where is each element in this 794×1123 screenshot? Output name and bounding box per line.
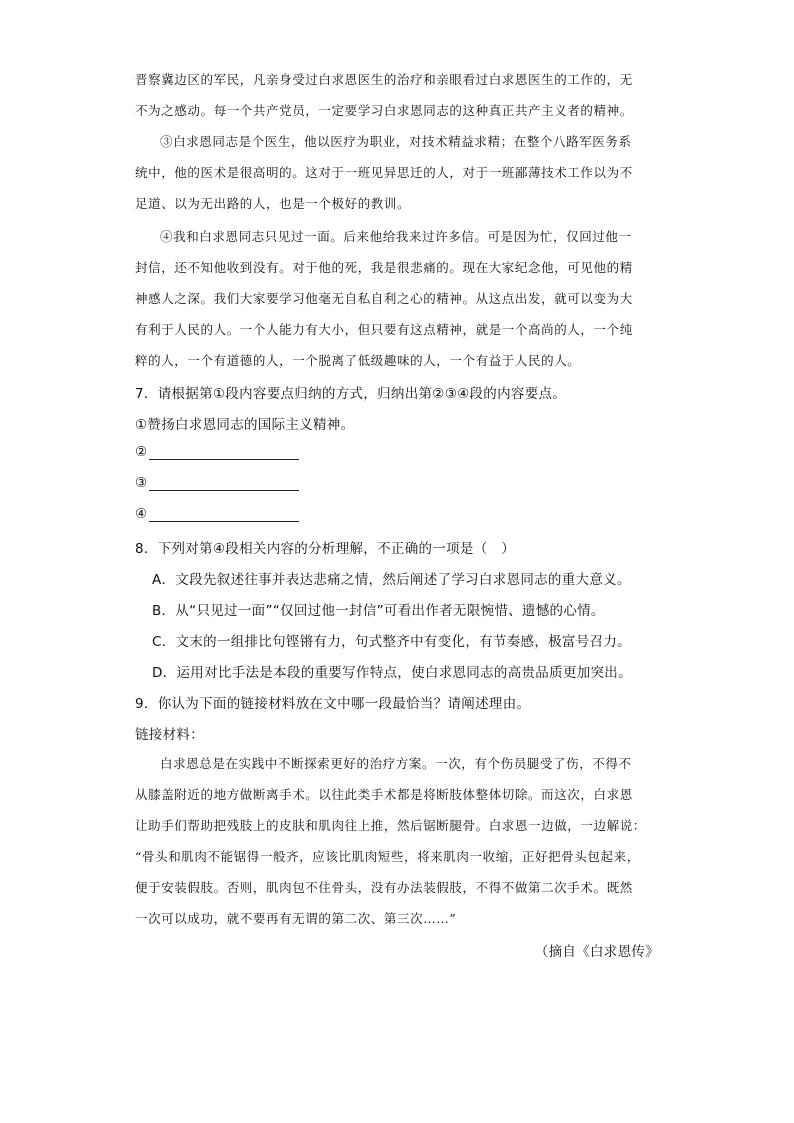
question-8-option-c[interactable]: C．文末的一组排比句铿锵有力，句式整齐中有变化，有节奏感，极富号召力。 [152,634,631,650]
passage-line: 足道、以为无出路的人，也是一个极好的教训。 [135,196,411,211]
question-8-option-b[interactable]: B．从“只见过一面”“仅回过他一封信”可看出作者无限惋惜、遗憾的心情。 [152,603,605,619]
question-8-option-a[interactable]: A．文段先叙述往事并表达悲痛之情，然后阐述了学习白求恩同志的重大意义。 [152,572,631,588]
passage-line: 封信，还不知他收到没有。对于他的死，我是很悲痛的。现在大家纪念他，可见他的精 [135,260,633,275]
item-number: ③ [135,475,148,491]
passage-line: 有利于人民的人。一个人能力有大小，但只要有这点精神，就是一个高尚的人，一个纯 [135,322,633,337]
answer-blank[interactable] [149,478,299,491]
material-line: 白求恩总是在实践中不断探索更好的治疗方案。一次，有个伤员腿受了伤，不得不 [160,756,632,771]
item-number: ② [135,444,148,460]
question-8-option-d[interactable]: D．运用对比手法是本段的重要写作特点，使白求恩同志的高贵品质更加突出。 [152,665,632,681]
item-number: ④ [135,506,148,522]
question-7-stem: 7．请根据第①段内容要点归纳的方式，归纳出第②③④段的内容要点。 [135,386,567,402]
link-material-label: 链接材料： [135,727,204,743]
passage-line: 统中，他的医术是很高明的。这对于一班见异思迁的人，对于一班鄙薄技术工作以为不 [135,165,633,180]
material-line: 一次可以成功，就不要再有无谓的第二次、第三次……” [135,911,457,926]
passage-line: 不为之感动。每一个共产党员，一定要学习白求恩同志的这种真正共产主义者的精神。 [135,103,633,118]
material-line: “骨头和肌肉不能锯得一般齐，应该比肌肉短些，将来肌肉一收缩，正好把骨头包起来， [135,849,640,864]
question-7-item-2 [135,444,299,460]
passage-line: ④我和白求恩同志只见过一面。后来他给我来过许多信。可是因为忙，仅回过他一 [160,229,632,244]
material-line: 让助手们帮助把残肢上的皮肤和肌肉往上推，然后锯断腿骨。白求恩一边做，一边解说： [135,818,646,833]
question-7-item-1: ①赞扬白求恩同志的国际主义精神。 [135,417,355,433]
question-8-stem: 8．下列对第④段相关内容的分析理解，不正确的一项是（ ） [135,541,516,557]
answer-blank[interactable] [149,447,299,460]
passage-line: 粹的人，一个有道德的人，一个脱离了低级趣味的人，一个有益于人民的人。 [135,353,581,368]
passage-line: 神感人之深。我们大家要学习他毫无自私自利之心的精神。从这点出发，就可以变为大 [135,291,633,306]
question-9-stem: 9．你认为下面的链接材料放在文中哪一段最恰当？请阐述理由。 [135,696,531,712]
question-7-item-3 [135,475,299,491]
material-line: 从膝盖附近的地方做断离手术。以往此类手术都是将断肢体整体切除。而这次，白求恩 [135,787,633,802]
passage-line: ③白求恩同志是个医生，他以医疗为职业，对技术精益求精；在整个八路军医务系 [160,134,632,149]
passage-line: 晋察冀边区的军民，凡亲身受过白求恩医生的治疗和亲眼看过白求恩医生的工作的，无 [135,72,633,87]
material-line: 便于安装假肢。否则，肌肉包不住骨头，没有办法装假肢，不得不做第二次手术。既然 [135,880,633,895]
answer-blank[interactable] [149,509,299,522]
question-7-item-4 [135,506,299,522]
material-source: （摘自《白求恩传》 [534,944,659,960]
